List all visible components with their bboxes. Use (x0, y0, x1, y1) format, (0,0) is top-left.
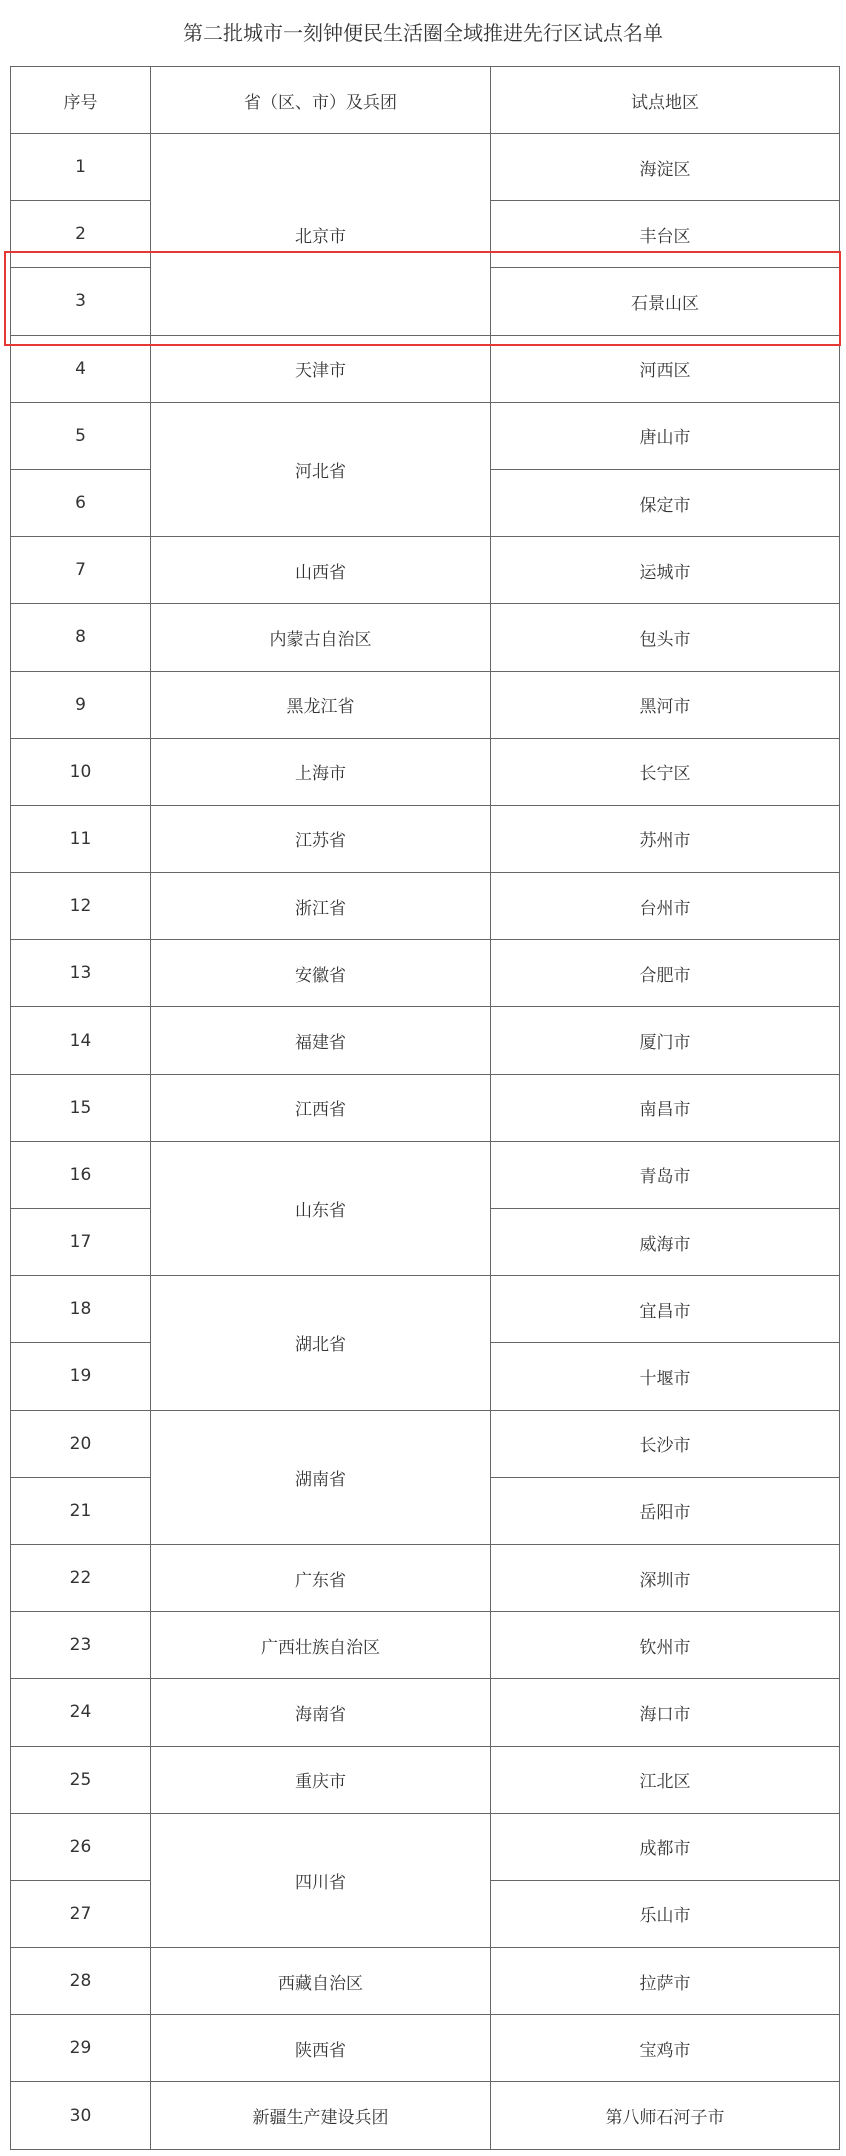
pilot-area-cell: 合肥市 (491, 940, 840, 1007)
table-row (11, 1612, 840, 1679)
pilot-area-cell: 包头市 (491, 604, 840, 671)
province-cell: 山东省 (151, 1141, 491, 1275)
row-number-cell: 16 (11, 1141, 151, 1208)
pilot-area-cell: 深圳市 (491, 1544, 840, 1611)
province-cell: 北京市 (151, 134, 491, 336)
row-number-cell: 21 (11, 1477, 151, 1544)
table-row (11, 940, 840, 1007)
row-number-cell: 19 (11, 1343, 151, 1410)
row-number-cell: 2 (11, 201, 151, 268)
province-cell: 河北省 (151, 402, 491, 536)
table-header-row (11, 67, 840, 134)
table-row (11, 604, 840, 671)
table-row (11, 1276, 840, 1343)
table-row (11, 671, 840, 738)
pilot-area-cell: 海口市 (491, 1679, 840, 1746)
province-cell: 新疆生产建设兵团 (151, 2082, 491, 2150)
pilot-area-cell: 长宁区 (491, 738, 840, 805)
row-number-cell: 5 (11, 402, 151, 469)
row-number-cell: 25 (11, 1746, 151, 1813)
table-row (11, 1948, 840, 2015)
province-cell: 福建省 (151, 1007, 491, 1074)
row-number-cell: 11 (11, 805, 151, 872)
row-number-cell: 6 (11, 469, 151, 536)
row-number-cell: 17 (11, 1209, 151, 1276)
pilot-area-cell: 第八师石河子市 (491, 2082, 840, 2150)
pilot-area-cell: 岳阳市 (491, 1477, 840, 1544)
pilot-area-cell: 宜昌市 (491, 1276, 840, 1343)
pilot-area-cell: 南昌市 (491, 1074, 840, 1141)
province-cell: 安徽省 (151, 940, 491, 1007)
province-cell: 山西省 (151, 537, 491, 604)
province-cell: 陕西省 (151, 2015, 491, 2082)
row-number-cell: 13 (11, 940, 151, 1007)
pilot-area-cell: 石景山区 (491, 268, 840, 335)
pilot-area-cell: 台州市 (491, 873, 840, 940)
row-number-cell: 23 (11, 1612, 151, 1679)
table-row (11, 1679, 840, 1746)
page-title: 第二批城市一刻钟便民生活圈全域推进先行区试点名单 (183, 21, 663, 45)
row-number-cell: 18 (11, 1276, 151, 1343)
province-cell: 西藏自治区 (151, 1948, 491, 2015)
table-row (11, 1074, 840, 1141)
pilot-area-cell: 保定市 (491, 469, 840, 536)
row-number-cell: 30 (11, 2082, 151, 2150)
row-number-cell: 27 (11, 1880, 151, 1947)
row-number-cell: 15 (11, 1074, 151, 1141)
pilot-area-cell: 拉萨市 (491, 1948, 840, 2015)
table-row (11, 134, 840, 201)
row-number-cell: 1 (11, 134, 151, 201)
table-row (11, 873, 840, 940)
table-row (11, 402, 840, 469)
pilot-area-cell: 宝鸡市 (491, 2015, 840, 2082)
province-cell: 黑龙江省 (151, 671, 491, 738)
row-number-cell: 22 (11, 1544, 151, 1611)
row-number-cell: 14 (11, 1007, 151, 1074)
pilot-area-cell: 唐山市 (491, 402, 840, 469)
table-row (11, 537, 840, 604)
pilot-area-cell: 丰台区 (491, 201, 840, 268)
table-row (11, 2082, 840, 2150)
table-row (11, 738, 840, 805)
province-cell: 江西省 (151, 1074, 491, 1141)
pilot-area-cell: 威海市 (491, 1209, 840, 1276)
province-cell: 浙江省 (151, 873, 491, 940)
province-cell: 湖北省 (151, 1276, 491, 1410)
pilot-area-cell: 江北区 (491, 1746, 840, 1813)
row-number-cell: 20 (11, 1410, 151, 1477)
pilot-area-cell: 运城市 (491, 537, 840, 604)
pilot-area-cell: 青岛市 (491, 1141, 840, 1208)
pilot-list-table (10, 66, 840, 2150)
pilot-area-cell: 厦门市 (491, 1007, 840, 1074)
province-cell: 江苏省 (151, 805, 491, 872)
row-number-cell: 10 (11, 738, 151, 805)
row-number-cell: 24 (11, 1679, 151, 1746)
province-cell: 广东省 (151, 1544, 491, 1611)
table-row (11, 2015, 840, 2082)
row-number-cell: 9 (11, 671, 151, 738)
province-cell: 内蒙古自治区 (151, 604, 491, 671)
province-cell: 湖南省 (151, 1410, 491, 1544)
row-number-cell: 29 (11, 2015, 151, 2082)
province-cell: 广西壮族自治区 (151, 1612, 491, 1679)
province-cell: 天津市 (151, 335, 491, 402)
table-body (11, 134, 840, 2150)
pilot-area-cell: 长沙市 (491, 1410, 840, 1477)
row-number-cell: 8 (11, 604, 151, 671)
pilot-area-cell: 河西区 (491, 335, 840, 402)
table-row (11, 335, 840, 402)
pilot-area-cell: 钦州市 (491, 1612, 840, 1679)
province-cell: 重庆市 (151, 1746, 491, 1813)
column-header-province: 省（区、市）及兵团 (151, 67, 491, 134)
pilot-area-cell: 乐山市 (491, 1880, 840, 1947)
pilot-area-cell: 十堰市 (491, 1343, 840, 1410)
table-row (11, 1410, 840, 1477)
table-row (11, 1746, 840, 1813)
table-row (11, 1544, 840, 1611)
row-number-cell: 26 (11, 1813, 151, 1880)
row-number-cell: 4 (11, 335, 151, 402)
province-cell: 四川省 (151, 1813, 491, 1947)
row-number-cell: 7 (11, 537, 151, 604)
table-row (11, 1007, 840, 1074)
column-header-number: 序号 (11, 67, 151, 134)
row-number-cell: 12 (11, 873, 151, 940)
pilot-area-cell: 海淀区 (491, 134, 840, 201)
pilot-area-cell: 黑河市 (491, 671, 840, 738)
pilot-area-cell: 苏州市 (491, 805, 840, 872)
row-number-cell: 3 (11, 268, 151, 335)
table-row (11, 1141, 840, 1208)
table-row (11, 805, 840, 872)
column-header-pilot-area: 试点地区 (491, 67, 840, 134)
table-row (11, 1813, 840, 1880)
province-cell: 海南省 (151, 1679, 491, 1746)
row-number-cell: 28 (11, 1948, 151, 2015)
province-cell: 上海市 (151, 738, 491, 805)
pilot-area-cell: 成都市 (491, 1813, 840, 1880)
